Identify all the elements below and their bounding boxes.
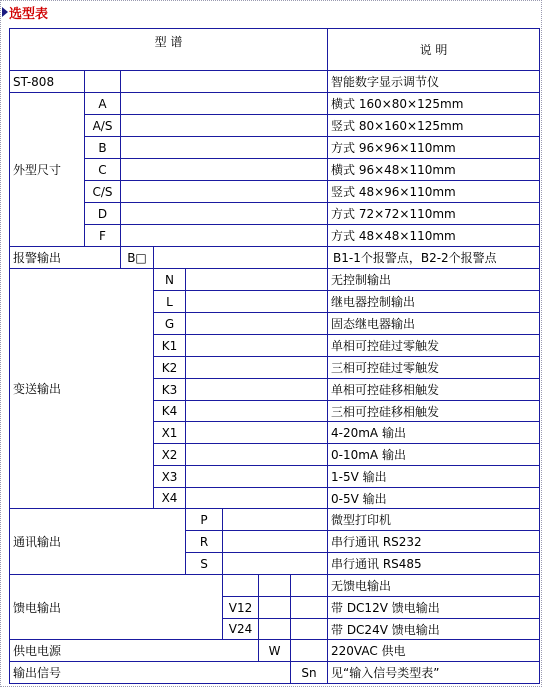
size-code: F xyxy=(99,228,106,243)
transmit-code: K1 xyxy=(161,338,178,353)
size-label: 外型尺寸 xyxy=(13,163,62,177)
transmit-code: G xyxy=(164,316,175,331)
comm-description: 串行通讯 RS485 xyxy=(331,557,422,571)
transmit-description: 4-20mA 输出 xyxy=(331,426,406,440)
transmit-description: 0-5V 输出 xyxy=(331,491,387,506)
feed-description: 带 DC12V 馈电输出 xyxy=(331,601,440,615)
size-description: 方式 72×72×110mm xyxy=(331,207,456,221)
size-code: C xyxy=(98,162,107,177)
transmit-code: X1 xyxy=(161,425,178,440)
transmit-code: X4 xyxy=(161,491,178,505)
transmit-code: K3 xyxy=(161,382,178,397)
power-label: 供电电源 xyxy=(13,644,62,658)
alarm-label: 报警输出 xyxy=(13,251,62,265)
signal-label: 输出信号 xyxy=(13,666,62,680)
comm-code: P xyxy=(200,512,208,527)
signal-description: 见“输入信号类型表” xyxy=(331,666,440,680)
transmit-description: 单相可控硅移相触发 xyxy=(331,383,440,397)
power-description: 220VAC 供电 xyxy=(331,644,406,658)
transmit-code: X2 xyxy=(161,447,178,462)
feed-description: 无馈电输出 xyxy=(331,579,392,593)
transmit-description: 0-10mA 输出 xyxy=(331,448,406,462)
model-description: 智能数字显示调节仪 xyxy=(331,75,440,89)
transmit-label: 变送输出 xyxy=(13,382,62,396)
transmit-code: X3 xyxy=(161,469,178,484)
transmit-description: 无控制输出 xyxy=(331,273,392,287)
size-description: 竖式 80×160×125mm xyxy=(331,119,464,133)
feed-description: 带 DC24V 馈电输出 xyxy=(331,622,440,637)
header-description: 说 明 xyxy=(419,43,448,57)
feed-code: V12 xyxy=(228,600,253,615)
comm-description: 微型打印机 xyxy=(331,513,392,527)
comm-description: 串行通讯 RS232 xyxy=(331,535,422,549)
size-description: 方式 48×48×110mm xyxy=(331,229,456,243)
feed-label: 馈电输出 xyxy=(13,600,62,615)
comm-code: S xyxy=(200,556,208,571)
section-title: 选型表 xyxy=(9,6,49,22)
alarm-code: B□ xyxy=(127,250,147,265)
transmit-description: 单相可控硅过零触发 xyxy=(331,339,440,353)
transmit-code: K4 xyxy=(161,404,178,418)
transmit-code: K2 xyxy=(161,360,178,375)
transmit-description: 三相可控硅移相触发 xyxy=(331,404,440,419)
transmit-description: 继电器控制输出 xyxy=(331,295,416,309)
feed-code xyxy=(223,575,258,596)
alarm-description: B1-1个报警点，B2-2个报警点 xyxy=(333,251,497,265)
size-description: 竖式 48×96×110mm xyxy=(331,185,456,199)
model-code: ST-808 xyxy=(13,74,55,89)
size-code: D xyxy=(97,206,108,221)
signal-code: Sn xyxy=(301,665,317,680)
feed-code: V24 xyxy=(228,622,253,636)
size-description: 横式 160×80×125mm xyxy=(331,97,464,111)
transmit-description: 三相可控硅过零触发 xyxy=(331,361,440,375)
size-description: 横式 96×48×110mm xyxy=(331,163,456,177)
transmit-description: 1-5V 输出 xyxy=(331,470,387,484)
header-model: 型 谱 xyxy=(154,34,183,49)
size-code: B xyxy=(98,140,107,155)
transmit-code: N xyxy=(165,272,174,287)
transmit-code: L xyxy=(166,294,173,309)
transmit-description: 固态继电器输出 xyxy=(331,317,416,331)
size-code: A/S xyxy=(92,118,113,133)
size-code: C/S xyxy=(92,184,113,199)
size-code: A xyxy=(98,96,107,111)
comm-code: R xyxy=(199,534,209,549)
power-code: W xyxy=(268,643,281,658)
size-description: 方式 96×96×110mm xyxy=(331,141,456,155)
comm-label: 通讯输出 xyxy=(13,535,62,549)
